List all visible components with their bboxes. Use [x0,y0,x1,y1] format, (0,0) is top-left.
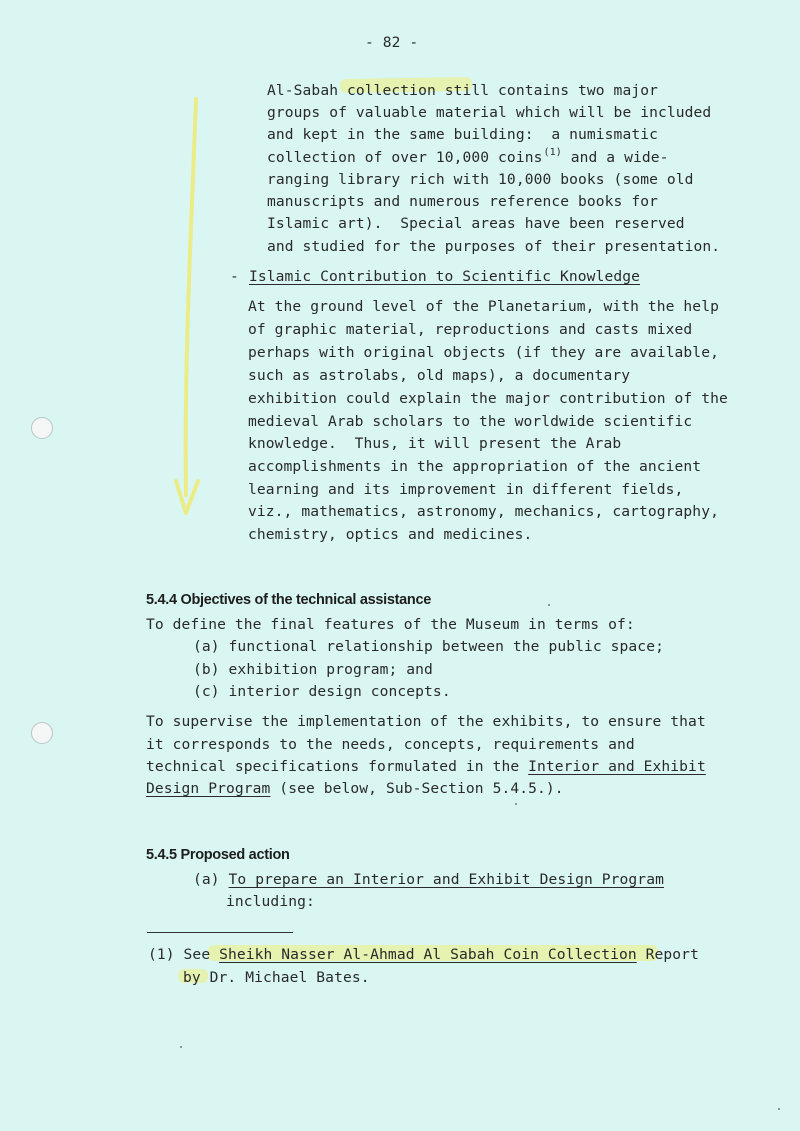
section-544-heading: 5.4.4 Objectives of the technical assistance [146,592,431,608]
page-number: - 82 - [365,34,419,51]
section-544-intro: To define the final features of the Museum in terms of: [146,616,635,633]
collection-line-7: Islamic art). Special areas have been reserved [267,215,685,232]
section-544-item-c: (c) interior design concepts. [193,683,451,700]
supervise-line-2: it corresponds to the needs, concepts, requirements and [146,736,635,753]
islamic-line-7: knowledge. Thus, it will present the Arab [248,435,622,452]
section-545-item-a-cont: including: [226,893,315,910]
punch-hole-top [31,417,53,439]
footnote-suffix: Report [636,946,699,963]
collection-line-4-tail: and a wide- [561,149,669,166]
collection-line-4-text: collection of over 10,000 coins [267,149,543,166]
islamic-line-6: medieval Arab scholars to the worldwide scientific [248,413,693,430]
islamic-line-1: At the ground level of the Planetarium, with the help [248,298,719,315]
collection-line-8: and studied for the purposes of their presentation. [267,238,721,255]
collection-line-3: and kept in the same building: a numismatic [267,126,658,143]
footnote-marker: (1) See [148,946,220,963]
bullet-dash: - [230,268,239,285]
islamic-line-2: of graphic material, reproductions and casts mixed [248,321,693,338]
paper-speck [548,604,550,606]
section-544-item-b: (b) exhibition program; and [193,661,433,678]
footnote-title: Sheikh Nasser Al-Ahmad Al Sabah Coin Collection [219,946,637,963]
section-545-item-a-title: To prepare an Interior and Exhibit Design Program [228,871,664,888]
collection-line-4 [267,149,669,169]
islamic-line-5: exhibition could explain the major contribution of the [248,390,728,407]
section-545-item-a [193,871,664,889]
footnote-line-1 [148,946,699,964]
islamic-line-8: accomplishments in the appropriation of the ancient [248,458,702,475]
margin-arrow-icon [170,95,210,525]
punch-hole-bottom [31,722,53,744]
collection-line-2: groups of valuable material which will be included [267,104,712,121]
supervise-line-1: To supervise the implementation of the exhibits, to ensure that [146,713,706,730]
paper-speck [778,1108,780,1110]
islamic-line-9: learning and its improvement in different fields, [248,481,684,498]
supervise-line-3 [146,758,706,776]
islamic-line-4: such as astrolabs, old maps), a documentary [248,367,631,384]
islamic-line-3: perhaps with original objects (if they are available, [248,344,719,361]
design-program-reference-cont: Design Program [146,780,271,797]
islamic-line-11: chemistry, optics and medicines. [248,526,533,543]
footnote-line-2: by Dr. Michael Bates. [183,969,370,986]
supervise-line-4-tail: (see below, Sub-Section 5.4.5.). [270,780,564,797]
section-545-item-a-label: (a) [193,871,229,888]
design-program-reference: Interior and Exhibit [528,758,706,775]
islamic-line-10: viz., mathematics, astronomy, mechanics, cartography, [248,503,719,520]
section-545-heading: 5.4.5 Proposed action [146,847,290,863]
footnote-rule [147,932,293,933]
collection-line-1: Al-Sabah collection still contains two major [267,82,658,99]
collection-line-6: manuscripts and numerous reference books for [267,193,658,210]
paper-speck [180,1046,182,1048]
section-544-item-a: (a) functional relationship between the public space; [193,638,664,655]
supervise-line-4 [146,780,564,798]
collection-line-5: ranging library rich with 10,000 books (some old [267,171,694,188]
paper-speck [515,803,517,805]
footnote-ref: (1) [543,147,562,158]
islamic-contribution-heading: Islamic Contribution to Scientific Knowledge [249,268,640,285]
supervise-line-3-text: technical specifications formulated in the [146,758,529,775]
